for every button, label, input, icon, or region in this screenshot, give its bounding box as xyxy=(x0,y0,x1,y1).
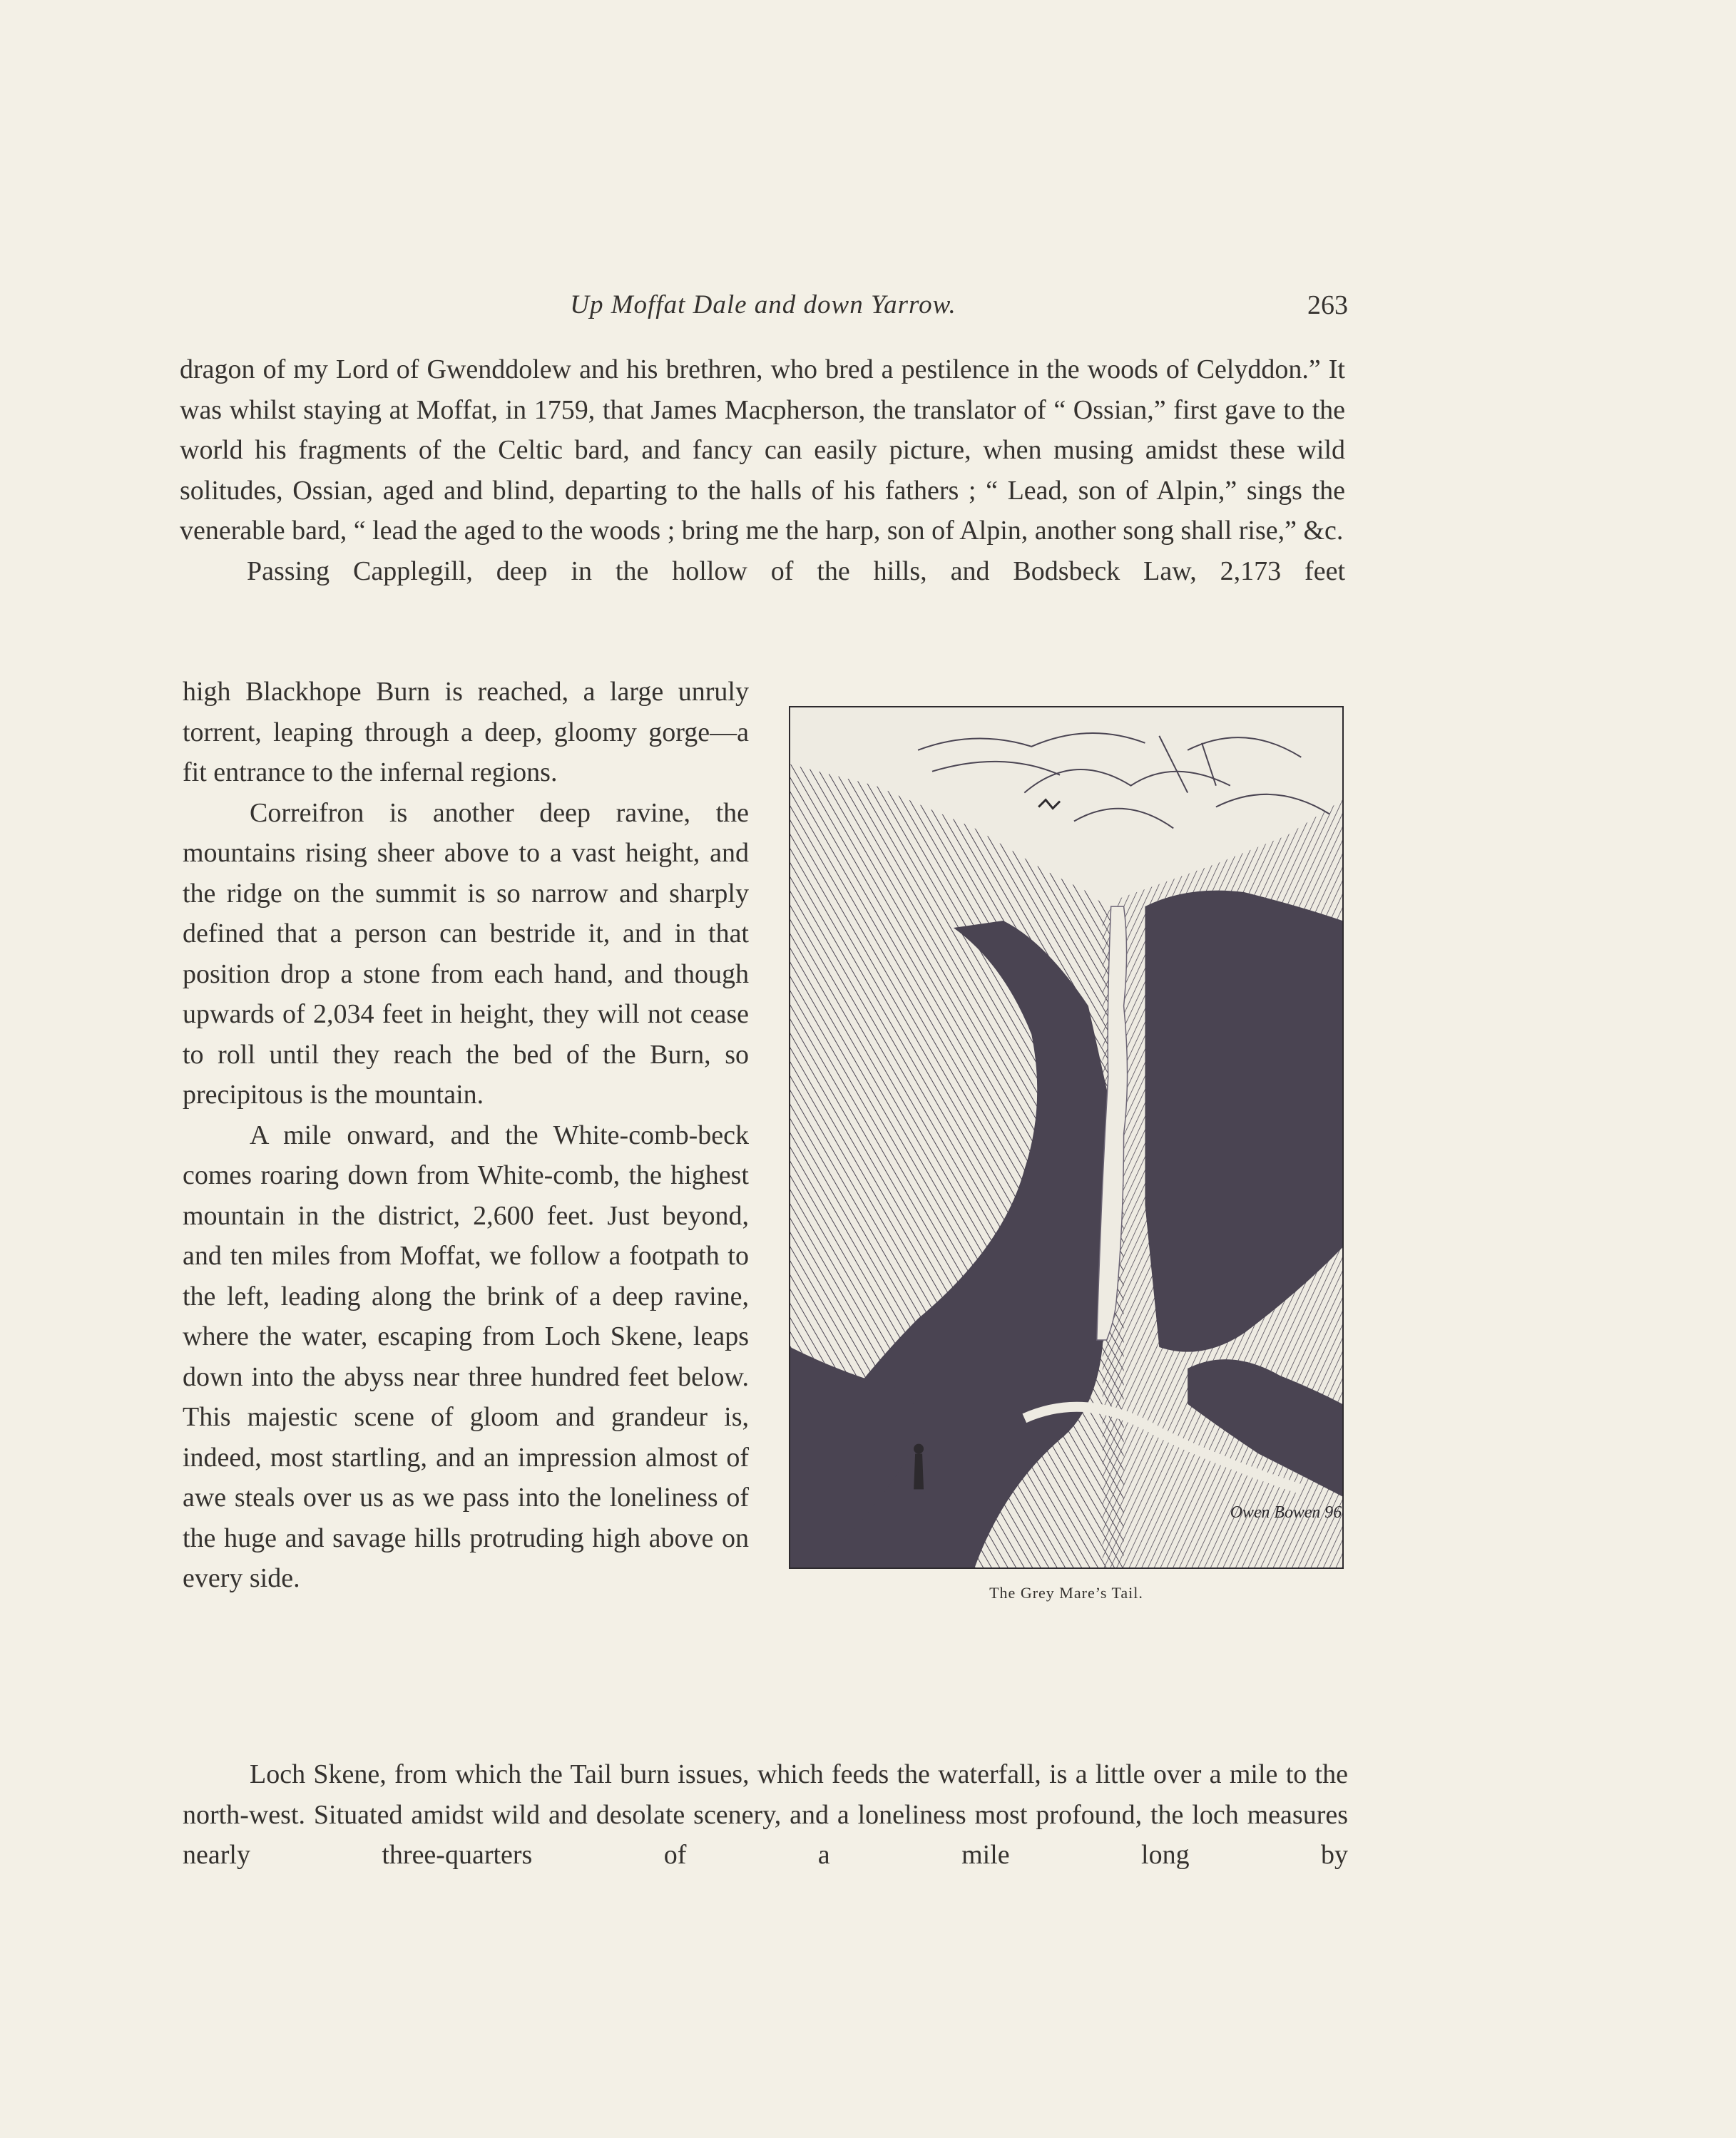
paragraph-loch-skene: Loch Skene, from which the Tail burn issues, which feeds the waterfall, is a little over a mile to the north-west. Situated amidst wild and desolate scenery, and a loneliness most profound, the loch measures nearly three-quarters of a mile long by xyxy=(183,1759,1348,1870)
running-head xyxy=(178,290,1348,332)
paragraph-white-comb: A mile onward, and the White-comb-beck comes roaring down from White-comb, the highest mountain in the district, 2,600 feet. Just beyond, and ten miles from Moffat, we follow a footpath to the left, leading along the brink of a deep ravine, where the water, escaping from Loch Skene, leaps down into the abyss near three hundred feet below. This majestic scene of gloom and grandeur is, indeed, most startling, and an impression almost of awe steals over us as we pass into the loneliness of the huge and savage hills protruding high above on every side. xyxy=(183,1120,749,1593)
paragraph-blackhope: high Blackhope Burn is reached, a large unruly torrent, leaping through a deep, gloomy gorge—a fit entrance to the infernal regions. xyxy=(183,677,749,787)
waterfall-engraving xyxy=(789,706,1344,1569)
page-number: 263 xyxy=(1307,290,1348,320)
paragraph-correifron: Correifron is another deep ravine, the mountains rising sheer above to a vast height, and the ridge on the summit is so narrow and sharply defined that a person can bestride it, and in that position drop a stone from each hand, and though upwards of 2,034 feet in height, they will not cease to roll until they reach the bed of the Burn, so precipitous is the mountain. xyxy=(183,797,749,1110)
figure-head xyxy=(914,1444,924,1454)
standing-figure xyxy=(914,1454,924,1490)
text-block-bottom xyxy=(183,1754,1348,1876)
text-block-wrapped xyxy=(183,672,1348,1602)
text-block-top xyxy=(180,349,1345,591)
sky-clouds xyxy=(918,733,1329,828)
artist-signature: Owen Bowen 96 xyxy=(1230,1503,1342,1523)
grey-mares-tail-illustration xyxy=(790,707,1342,1567)
figure-caption: The Grey Mare’s Tail. xyxy=(989,1584,1143,1602)
running-title: Up Moffat Dale and down Yarrow. xyxy=(570,290,956,319)
paragraph-ossian: dragon of my Lord of Gwenddolew and his brethren, who bred a pestilence in the woods of Celyddon.” It was whilst staying at Moffat, in 1759, that James Macpherson, the translator of “ Ossian,” first gave to the world his fragments of the Celtic bard, and fancy can easily picture, when musing amidst these wild solitudes, Ossian, aged and blind, departing to the halls of his fathers ; “ Lead, son of Alpin,” sings the venerable bard, “ lead the aged to the woods ; bring me the harp, son of Alpin, another song shall rise,” &c. xyxy=(180,354,1345,546)
paragraph-capplegill: Passing Capplegill, deep in the hollow of the hills, and Bodsbeck Law, 2,173 feet xyxy=(247,556,1345,586)
illustration-figure xyxy=(785,706,1348,1602)
bird xyxy=(1038,800,1060,809)
